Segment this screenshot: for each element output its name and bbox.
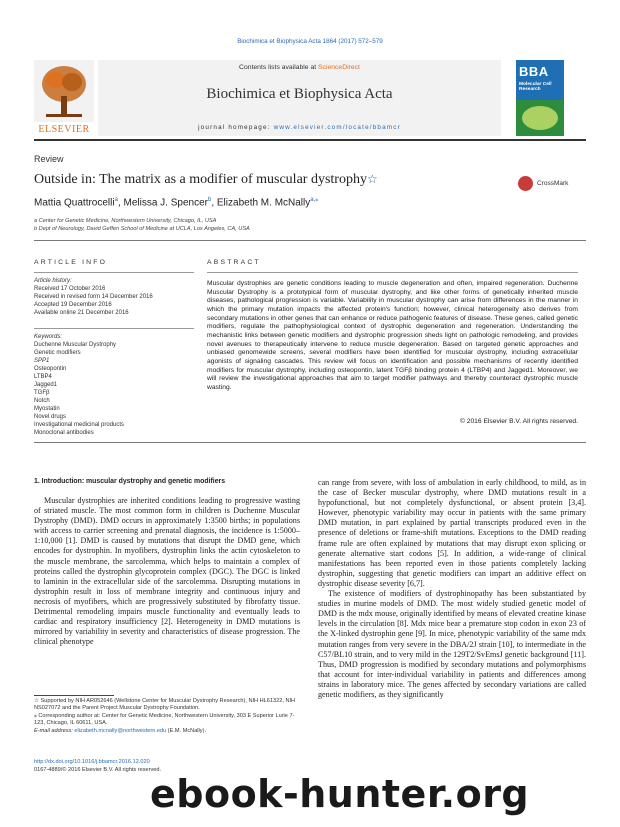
homepage-label: journal homepage: [198,124,274,131]
email-suffix: (E.M. McNally). [166,728,207,734]
email-footnote [34,728,300,735]
watermark-overlay: ebook-hunter.org [150,772,530,816]
publisher-name: ELSEVIER [38,124,90,135]
abstract-rule [207,272,578,273]
author-affil-mark[interactable]: a [114,197,118,203]
author-list: Mattia Quattrocelli$^a$, Melissa J. Spencer$^b$, Elizabeth M. McNally$^{a,⁎}$ [34,197,319,209]
abstract-copyright: © 2016 Elsevier B.V. All rights reserved. [459,418,578,425]
body-paragraph: The existence of modifiers of dystrophinopathy has been substantiated by studies in murine models of DMD. The most widely studied genetic model of DMD is the mdx mouse, originally identified by means of elevated creatine kinase levels in the circulation [8]. Mdx mice bear a premature stop codon in exon 23 of the X-linked dystrophin gene [9]. In mice, phenotypic variability of the same mdx mutation ranges from very severe in the DBA/2J strain [10], to intermediate in the C57/BL10 strain, and to very mild in the 129T2/SvEmsJ genetic background [11]. Thus, DMD progression is modified by secondary mutations and polymorphisms that account for inter-individual variability in patients and differences among strains in laboratory mice. The genes affected by secondary variations are called genetic modifiers, as they significantly [318,589,586,699]
abstract-text: Muscular dystrophies are genetic conditions leading to muscle degeneration and often, impaired regeneration. Duchenne Muscular Dystrophy is a prototypical form of muscular dystrophy, and like other forms of genetically inherited muscle diseases, pathological progression is variable. Variability in muscular dystrophy can arise from differences in the manner in which the primary mutation impacts the affected protein's function; however, clinical heterogeneity also derives from secondary mutations in other genes that can enhance or reduce pathogenic features of disease. These genes, called genetic modifiers, regulate the pathophysiological context of dystrophic degeneration and regeneration. Understanding the mechanistic links between genetic modifiers and dystrophic progression sheds light on pathologic remodeling, and provides novel avenues to therapeutically intervene to reduce muscle degeneration. Based on targeted genetic approaches and unbiased genomewide screens, several modifiers have been identified for muscular dystrophy, including extracellular agonists of signaling cascades. This review will focus on identification and possible mechanisms of recently identified modifiers for muscular dystrophy, including osteopontin, latent TGFβ binding protein 4 (LTBP4) and Jagged1. Moreover, we will review the investigational approaches that aim to target modifier pathways and thereby counteract dystrophic muscle wasting. [207,280,578,391]
keyword: Novel drugs [34,414,67,420]
keyword: Monoclonal antibodies [34,430,94,436]
keyword: Investigational medicinal products [34,422,125,428]
author-affil-mark[interactable]: a,⁎ [310,197,319,203]
journal-homepage [98,124,501,131]
affiliation-rule [34,240,586,241]
body-column-left [34,496,300,647]
cover-title: BBA [519,64,549,79]
abstract-heading: ABSTRACT [207,259,261,266]
history-item: Received in revised form 14 December 2016 [34,294,153,300]
crossmark-icon[interactable] [518,176,533,191]
article-title [34,172,378,188]
body-paragraph: can range from severe, with loss of ambulation in early childhood, to mild, as in the case of Becker muscular dystrophy, where DMD mutations result in a hypofunctional, but not completely dysfunctional, or absent protein [3,4]. However, phenotypic variability may occur in patients with the same primary DMD mutation, in part explained by partial transcripts produced even in the presence of deletions or frame-shift mutations. Exceptions to the DMD reading frame rule are often explained by mutations that may disrupt exon splicing or generate alternative start codons [5]. In addition, a wide-range of clinical manifestations has been reported even in those patients completely lacking dystrophin, suggesting that genetic modifiers can impart an additive effect on dystrophic disease severity [6,7]. [318,478,586,588]
article-info-heading: ARTICLE INFO [34,259,108,266]
corresponding-author-footnote: ⁎ Corresponding author at: Center for Genetic Medicine, Northwestern University, 303 E Superior Lurie 7-123, Chicago, IL 60611, USA. [34,713,295,726]
contents-line [98,64,501,71]
keyword: Duchenne Muscular Dystrophy [34,342,117,348]
journal-cover-image [516,60,564,136]
crossmark-label[interactable]: CrossMark [537,180,569,187]
journal-reference[interactable]: Biochimica et Biophysica Acta 1864 (2017) 572–579 [237,38,383,45]
author-name[interactable]: Melissa J. Spencer [123,197,208,209]
history-item: Accepted 19 December 2016 [34,302,112,308]
doi-link[interactable]: http://dx.doi.org/10.1016/j.bbamcr.2016.12.020 [34,759,150,765]
body-paragraph: Muscular dystrophies are inherited conditions leading to progressive wasting of striated muscle. The most common form in children is Duchenne Muscular Dystrophy (DMD). DMD occurs in approximately 1:3500 births; in populations with access to carrier screening and prenatal diagnosis, the incidence is 1:5000–1:10,000 [1]. DMD is caused by mutations that disrupt the DMD gene, which encodes for dystrophin. In myofibers, dystrophin links the actin cytoskeleton to the muscle membrane, the sarcolemma, which helps to maintain a complex of proteins called the dystrophin glycoprotein complex (DGC). The DGC is linked to laminin in the extracellular side of the sarcolemma. Disrupting mutations in dystrophin result in loss of membrane integrity and continuous injury and necrosis of myofibers, which are progressively substituted by fibrofatty tissue. Detrimental remodeling impairs muscle functionality and eventually leads to cardiac and respiratory insufficiency [2]. Heterogeneity in DMD mutations is mirrored by variability in severity and characteristics of disease progression. The clinical phenotype [34,496,300,647]
title-footnote-mark[interactable]: ☆ [366,172,378,186]
article-info-rule [34,272,194,273]
affiliation: b Dept of Neurology, David Geffen School of Medicine at UCLA, Los Angeles, CA, USA [34,226,250,232]
sciencedirect-link[interactable]: ScienceDirect [318,64,360,71]
history-label: Article history: [34,278,72,284]
email-label: E-mail address: [34,728,75,734]
author-name[interactable]: Elizabeth M. McNally [216,197,311,209]
keywords-label: Keywords: [34,334,63,340]
keyword: Myostatin [34,406,60,412]
author-name[interactable]: Mattia Quattrocelli [34,197,115,209]
footnote-rule [34,695,114,696]
body-column-right [318,478,586,700]
section-heading: 1. Introduction: muscular dystrophy and genetic modifiers [34,478,226,485]
keyword: Osteopontin [34,366,67,372]
history-item: Available online 21 December 2016 [34,310,129,316]
author-affil-mark[interactable]: b [207,197,212,203]
keyword: Genetic modifiers [34,350,81,356]
article-type: Review [34,154,64,164]
keyword: SPP1 [34,358,50,364]
abstract-bottom-rule [34,442,586,443]
keyword: LTBP4 [34,374,52,380]
journal-title: Biochimica et Biophysica Acta [206,86,393,102]
cover-subtitle: Molecular Cell Research [519,82,552,93]
masthead-rule [34,139,586,141]
affiliation: a Center for Genetic Medicine, Northwestern University, Chicago, IL, USA [34,218,217,224]
article-title-text: Outside in: The matrix as a modifier of muscular dystrophy [34,172,367,187]
keyword: Jagged1 [34,382,58,388]
funding-footnote: ☆ Supported by NIH AR052646 (Wellstone Center for Muscular Dystrophy Research), NIH HL61322, NIH NS027072 and the Parent Project Muscular Dystrophy Foundation. [34,698,296,711]
history-item: Received 17 October 2016 [34,286,106,292]
keyword: Notch [34,398,50,404]
homepage-link[interactable]: www.elsevier.com/locate/bbamcr [273,124,401,131]
email-link[interactable]: elizabeth.mcnally@northwestern.edu [74,728,167,734]
cover-art-shape [522,106,558,130]
contents-prefix: Contents lists available at [239,64,319,71]
keyword: TGFβ [34,390,50,396]
issn-line: 0167-4889/© 2016 Elsevier B.V. All rights reserved. [34,767,162,773]
keywords-rule [34,328,194,329]
